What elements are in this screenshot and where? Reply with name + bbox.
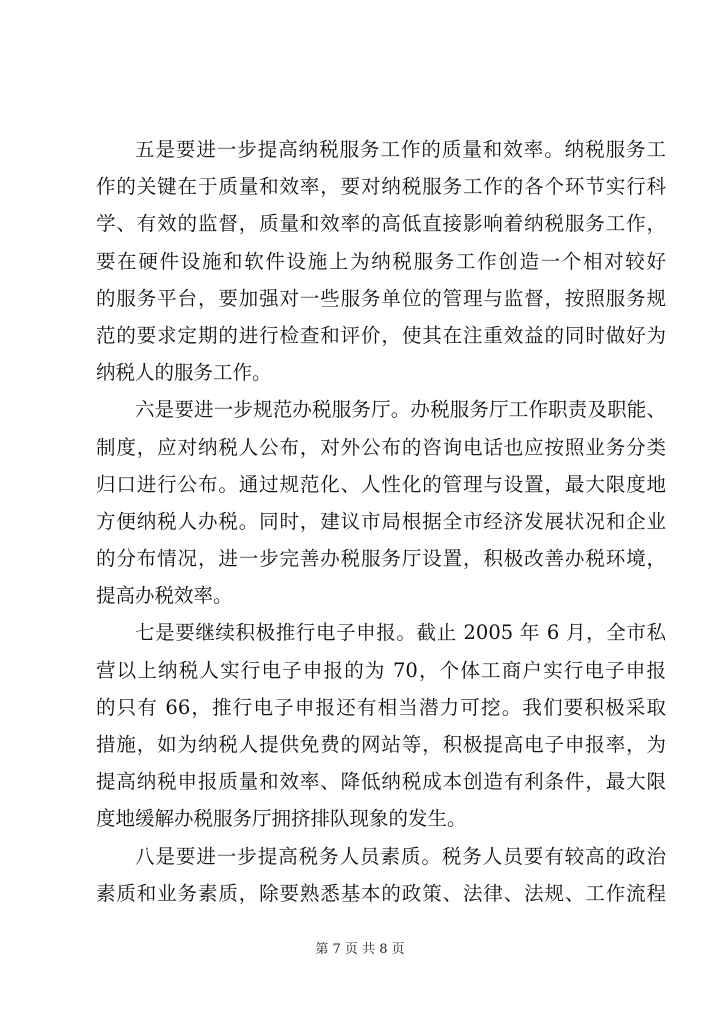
text-line: 营以上纳税人实行电子申报的为 70，个体工商户实行电子申报 [96, 658, 666, 682]
text-line: 作的关键在于质量和效率，要对纳税服务工作的各个环节实行科 [96, 175, 666, 199]
text-line: 五是要进一步提高纳税服务工作的质量和效率。纳税服务工 [135, 138, 666, 161]
text-line: 制度，应对纳税人公布，对外公布的咨询电话也应按照业务分类 [96, 435, 666, 459]
text-line: 纳税人的服务工作。 [96, 361, 272, 385]
paragraph-p7 [96, 614, 666, 837]
text-line: 的服务平台，要加强对一些服务单位的管理与监督，按照服务规 [96, 286, 666, 310]
paragraph-p8 [96, 838, 666, 912]
paragraph-p5 [96, 131, 666, 391]
text-line: 的分布情况，进一步完善办税服务厅设置，积极改善办税环境， [96, 547, 666, 571]
text-line: 提高办税效率。 [96, 584, 233, 608]
text-line: 措施，如为纳税人提供免费的网站等，积极提高电子申报率，为 [96, 733, 666, 756]
text-line: 八是要进一步提高税务人员素质。税务人员要有较高的政治 [135, 844, 666, 868]
paragraph-p6 [96, 391, 666, 614]
text-line: 学、有效的监督，质量和效率的高低直接影响着纳税服务工作， [96, 212, 666, 236]
text-line: 的只有 66，推行电子申报还有相当潜力可挖。我们要积极采取 [96, 695, 666, 719]
text-line: 六是要进一步规范办税服务厅。办税服务厅工作职责及职能、 [135, 398, 666, 422]
text-line: 七是要继续积极推行电子申报。截止 2005 年 6 月，全市私 [135, 621, 666, 645]
text-line: 范的要求定期的进行检查和评价，使其在注重效益的同时做好为 [96, 323, 666, 347]
page-footer: 第 7 页 共 8 页 [315, 942, 405, 957]
text-line: 归口进行公布。通过规范化、人性化的管理与设置，最大限度地 [96, 472, 666, 496]
text-line: 要在硬件设施和软件设施上为纳税服务工作创造一个相对较好 [96, 249, 666, 273]
document-body [96, 131, 666, 912]
text-line: 度地缓解办税服务厅拥挤排队现象的发生。 [96, 807, 467, 831]
text-line: 素质和业务素质，除要熟悉基本的政策、法律、法规、工作流程 [96, 881, 666, 905]
text-line: 方便纳税人办税。同时，建议市局根据全市经济发展状况和企业 [96, 509, 666, 533]
text-line: 提高纳税申报质量和效率、降低纳税成本创造有利条件，最大限 [96, 770, 666, 794]
